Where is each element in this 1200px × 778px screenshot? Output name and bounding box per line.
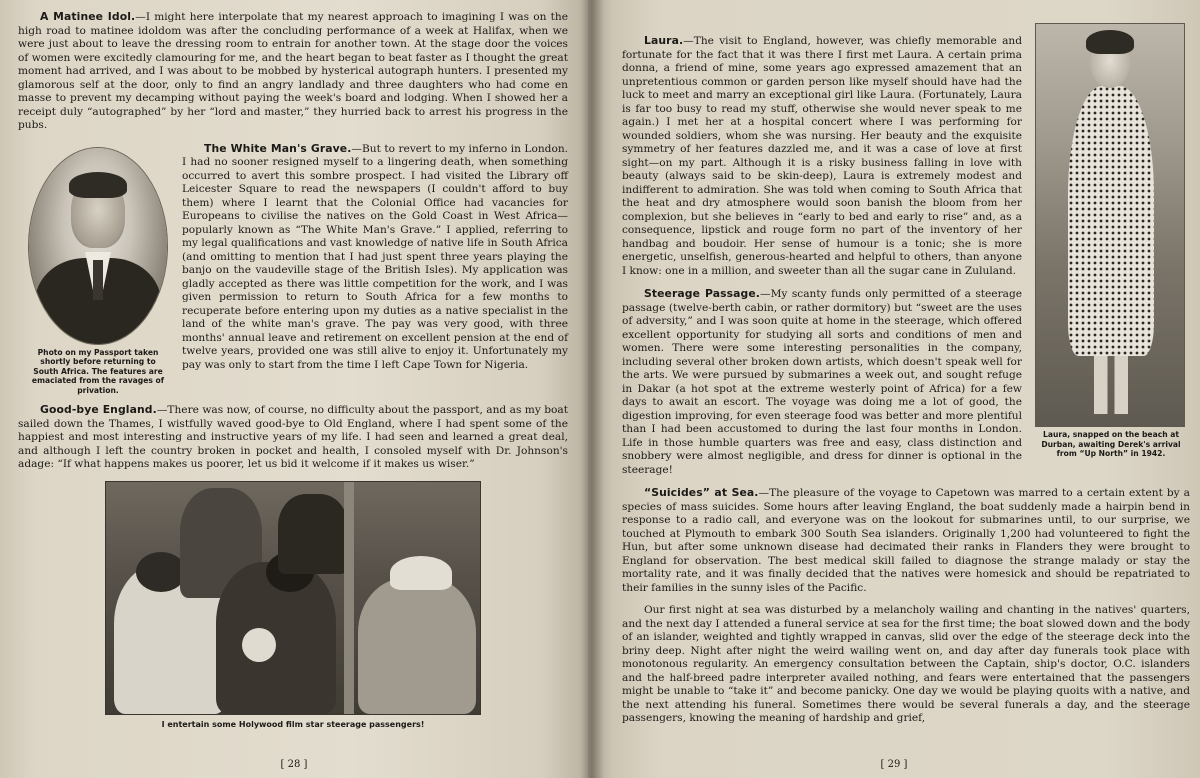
page-number-right: [ 29 ] <box>880 759 908 770</box>
laura-photo-caption: Laura, snapped on the beach at Durban, awaiting Derek's arrival from “Up North” in 1942. <box>1041 430 1181 458</box>
text-matinee-idol: —I might here interpolate that my nearest approach to imagining I was on the high road to matinee idoldom was after the concluding performance of a week at Halifax, when we were just about to leave the dressing room to entrain for another town. At the stage door the voices of women were excitedly clamouring for me, and the heart began to beat faster as I thought the great moment had arrived, and I was about to be mobbed by hysterical autograph hunters. I presented my glamorous self at the door, only to find an angry landlady and three daughters who had come en masse to prevent my decamping without paying the week's board and lodging. When I showed her a receipt duly “autographed” by her “lord and master,” they hurried back to arrest his progress in the pubs. <box>18 11 568 131</box>
heading-matinee-idol: A Matinee Idol. <box>40 10 136 23</box>
text-laura: —The visit to England, however, was chiefly memorable and fortunate for the fact that it was there I first met Laura. A certain prima donna, a friend of mine, some years ago expressed amazement that an unpretentious common or garden person like myself should have had the luck to meet and marry an exceptional girl like Laura. (Fortunately, Laura is far too busy to read my stuff, otherwise she would never speak to me again.) I met her at a hospital concert where I was performing for wounded soldiers, whom she was nursing. Her beauty and the exquisite symmetry of her features dazzled me, and it was a case of love at first sight—on my part. Although it is a risky business falling in love with beauty (always said to be skin-deep), Laura is extremely modest and indifferent to admiration. She was told when coming to South Africa that the heat and dry atmosphere would soon banish the bloom from her complexion, but she believes in “early to bed and early to rise” and, as a consequence, lipstick and rouge form no part of the inventory of her handbag and boudoir. Her sense of humour is a tonic; she is more energetic, unselfish, generous-hearted and helpful to others, than anyone I know: one in a million, and sweeter than all the sugar cane in Zululand. <box>622 35 1022 277</box>
text-suicides-at-sea: —The pleasure of the voyage to Capetown was marred to a certain extent by a species of mass suicides. Some hours after leaving England, the boat suddenly made a hairpin bend in response to a radio call, and everyone was on the lookout for submarines until, to our surprise, we touched at Plymouth to embark 300 South Sea islanders. Originally 1,200 had volunteered to fight the Hun, but after some unknown disease had decimated their ranks in Flanders they were brought to England for observation. The best medical skill failed to diagnose the strange malady or stay the mortality rate, and it was finally decided that the natives were homesick and should be repatriated to their families in the sunny isles of the Pacific. <box>622 487 1190 594</box>
section-goodbye-england <box>18 399 568 472</box>
section-first-night <box>622 604 1190 726</box>
text-white-mans-grave: —But to revert to my inferno in London. I had no sooner resigned myself to a lingering death, when something occurred to avert this sombre prospect. I had visited the Library off Leicester Square to read the newspapers (I couldn't afford to buy them) where I learnt that the Colonial Office had vacancies for Europeans to civilise the natives on the Gold Coast in West Africa—popularly known as “The White Man's Grave.” I applied, referring to my legal qualifications and vast knowledge of native life in South Africa (and omitting to mention that I had just spent three years playing the banjo on the vaudeville stage of the British Isles). My application was gladly accepted as there was little competition for the work, and I was given permission to return to South Africa for a few months to recuperate before entering upon my duties as a native specialist in the land of the white man's grave. The pay was very good, with three months' annual leave and retirement on excellent pension at the end of twelve years, provided one was still alive to enjoy it. Unfortunately my pay was only to start from the time I left Cape Town for Nigeria. <box>182 142 569 371</box>
heading-steerage-passage: Steerage Passage. <box>644 287 760 300</box>
text-first-night: Our first night at sea was disturbed by a melancholy wailing and chanting in the natives' quarters, and the next day I attended a funeral service at sea for the first time; the boat slowed down and the body of an islander, weighted and tightly wrapped in canvas, slid over the edge of the steerage deck into the briny deep. Night after night the weird wailing went on, and day after day funerals took place with monotonous regularity. An emergency consultation between the Captain, ship's doctor, O.C. islanders and the half-breed padre interpreter availed nothing, and fears were entertained that the passengers might be unable to “take it” and become panicky. One day we would be playing quoits with a native, and the next attending his funeral. Sometimes there would be several funerals a day, and the steerage passengers, knowing the meaning of hardship and grief, <box>622 604 1190 724</box>
text-steerage-passage: —My scanty funds only permitted of a steerage passage (twelve-berth cabin, or rather dormitory) but “sweet are the uses of adversity,” and I was soon quite at home in the steerage, which offered excellent opportunity for studying all sorts and conditions of men and women. There were some interesting personalities in the company, including several other broken down artists, which doesn't speak well for the arts. We were pursued by submarines a week out, and sought refuge in Dakar (a hot spot at the extreme westerly point of Africa) for a few days to await an escort. The voyage was doing me a lot of good, the digestion improving, for even steerage food was better and more plentiful than I had been accustomed to during the last four months in London. Life in those humble quarters was free and easy, class distinction and snobbery were almost negligible, and dress for dinner is optional in the steerage! <box>622 288 1023 476</box>
left-page <box>0 0 588 778</box>
steerage-passengers-photo <box>106 482 480 714</box>
heading-laura: Laura. <box>644 34 684 47</box>
portrait-caption: Photo on my Passport taken shortly before returning to South Africa. The features are emaciated from the ravages of privation. <box>31 347 165 395</box>
steerage-photo-caption: I entertain some Holywood film star steerage passengers! <box>161 719 425 729</box>
heading-goodbye-england: Good-bye England. <box>40 403 157 416</box>
heading-white-mans-grave: The White Man's Grave. <box>204 141 352 155</box>
portrait-figure <box>28 148 168 396</box>
section-matinee-idol <box>18 10 568 133</box>
right-page <box>588 0 1200 778</box>
passport-portrait-photo <box>29 148 167 344</box>
laura-figure <box>1036 24 1186 459</box>
section-suicides-at-sea <box>622 486 1190 595</box>
text-goodbye-england: —There was now, of course, no difficulty about the passport, and as my boat sailed down the Thames, I wistfully waved good-bye to Old England, where I had spent some of the happiest and most interesting and instructive years of my life. I had seen and learned a great deal, and although I left the country broken in pocket and health, I consoled myself with Dr. Johnson's adage: “If what happens makes us poorer, let us bid it welcome if it makes us wiser.” <box>18 404 568 470</box>
heading-suicides-at-sea: “Suicides” at Sea. <box>644 486 759 499</box>
laura-beach-photo <box>1036 24 1184 426</box>
page-number-left: [ 28 ] <box>280 759 308 770</box>
